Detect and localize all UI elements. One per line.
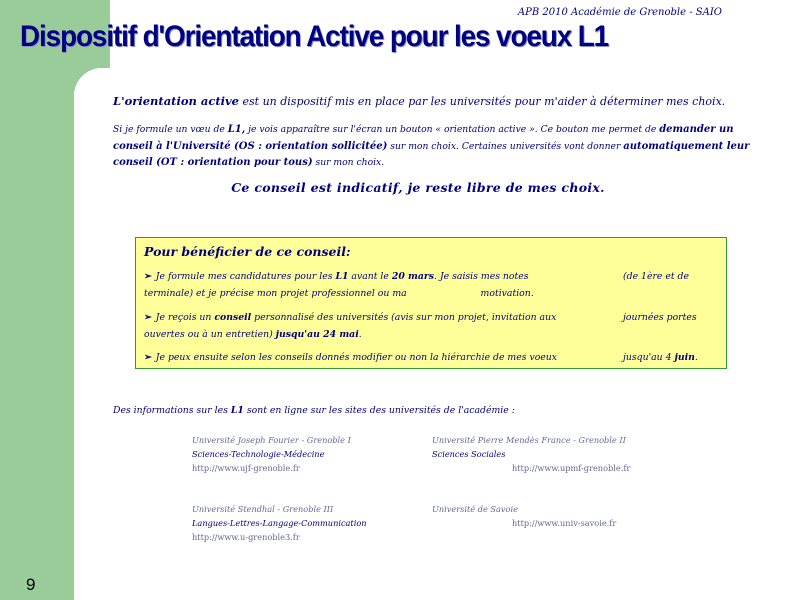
university-link[interactable]: http://www.upmf-grenoble.fr xyxy=(512,463,631,473)
university-name: Université Pierre Mendès France - Grenoble II xyxy=(432,435,626,445)
info-text-a: Des informations sur les xyxy=(113,405,231,416)
university-link[interactable]: http://www.univ-savoie.fr xyxy=(512,518,617,528)
p2-ot: automatiquement leur conseil (OT : orientation pour tous) xyxy=(113,140,750,168)
b2-line2c: . xyxy=(358,328,362,340)
university-link[interactable]: http://www.ujf-grenoble.fr xyxy=(192,463,300,473)
page-number: 9 xyxy=(26,575,36,594)
bullet-conseil xyxy=(144,310,724,343)
b3-date: juin xyxy=(674,352,695,363)
intro-paragraph-2 xyxy=(113,122,763,172)
arrow-bullet-icon: ➢ xyxy=(144,271,152,282)
info-l1: L1 xyxy=(230,405,244,416)
b2-deadline: jusqu'au 24 mai xyxy=(275,328,359,340)
b2-conseil: conseil xyxy=(214,312,252,323)
b2-right-text: journées portes xyxy=(623,312,697,323)
p2-text-c: je vois apparaître sur l'écran un bouton « orientation active ». Ce bouton me permet de xyxy=(245,124,660,135)
university-name: Université Joseph Fourier - Grenoble I xyxy=(192,435,351,445)
header-note: APB 2010 Académie de Grenoble - SAIO xyxy=(517,7,722,18)
p2-os: demander un conseil à l'Université (OS : orientation sollicitée) xyxy=(113,124,734,152)
p2-text-g: sur mon choix. xyxy=(312,157,385,168)
b1-right-text: (de 1ère et de xyxy=(623,271,689,282)
arrow-bullet-icon: ➢ xyxy=(144,352,152,363)
b3-right-a: jusqu'au 4 xyxy=(623,352,675,363)
p2-text-a: Si je formule un vœu de xyxy=(113,124,228,135)
university-ujf xyxy=(192,433,351,475)
indicative-notice: Ce conseil est indicatif, je reste libre de mes choix. xyxy=(231,180,605,195)
university-savoie xyxy=(432,502,616,530)
university-stendhal xyxy=(192,502,367,544)
university-name: Université de Savoie xyxy=(432,504,518,514)
intro-term: L'orientation active xyxy=(113,94,239,108)
b1-l1: L1 xyxy=(335,271,349,282)
intro-text: est un dispositif mis en place par les universités pour m'aider à déterminer mes choix. xyxy=(239,95,726,108)
university-field: Langues-Lettres-Langage-Communication xyxy=(192,518,367,528)
b3-right-c: . xyxy=(694,352,698,363)
info-text-c: sont en ligne sur les sites des universités de l'académie : xyxy=(243,405,515,416)
b1-text-e: . Je saisis mes notes xyxy=(434,271,529,282)
b1-text-c: avant le xyxy=(348,271,392,282)
arrow-bullet-icon: ➢ xyxy=(144,312,152,323)
b2-text-c: personnalisé des universités (avis sur mon projet, invitation aux xyxy=(251,312,557,323)
bullet-candidatures xyxy=(144,269,724,302)
info-intro xyxy=(113,405,515,416)
b1-line2: terminale) et je précise mon projet professionnel ou ma motivation. xyxy=(144,287,534,299)
intro-paragraph-1 xyxy=(113,94,725,108)
university-field: Sciences Sociales xyxy=(432,449,506,459)
b3-right-text xyxy=(623,350,698,367)
b2-line2a: ouvertes ou à un entretien) xyxy=(144,328,276,340)
p2-text-e: sur mon choix. Certaines universités vont donner xyxy=(387,140,624,152)
university-field: Sciences-Technologie-Médecine xyxy=(192,449,325,459)
bullet-modifier xyxy=(144,350,724,367)
b1-text-a: Je formule mes candidatures pour les xyxy=(155,271,336,282)
university-link[interactable]: http://www.u-grenoble3.fr xyxy=(192,532,300,542)
p2-l1: L1, xyxy=(227,124,246,135)
b1-date: 20 mars xyxy=(391,271,435,282)
university-name: Université Stendhal - Grenoble III xyxy=(192,504,334,514)
b2-text-a: Je reçois un xyxy=(155,312,215,323)
b3-text-a: Je peux ensuite selon les conseils donnés modifier ou non la hiérarchie de mes voeux xyxy=(155,352,558,363)
university-upmf xyxy=(432,433,630,475)
advice-box-heading: Pour bénéficier de ce conseil: xyxy=(144,244,351,259)
page-title: Dispositif d'Orientation Active pour les voeux L1 xyxy=(20,20,609,53)
